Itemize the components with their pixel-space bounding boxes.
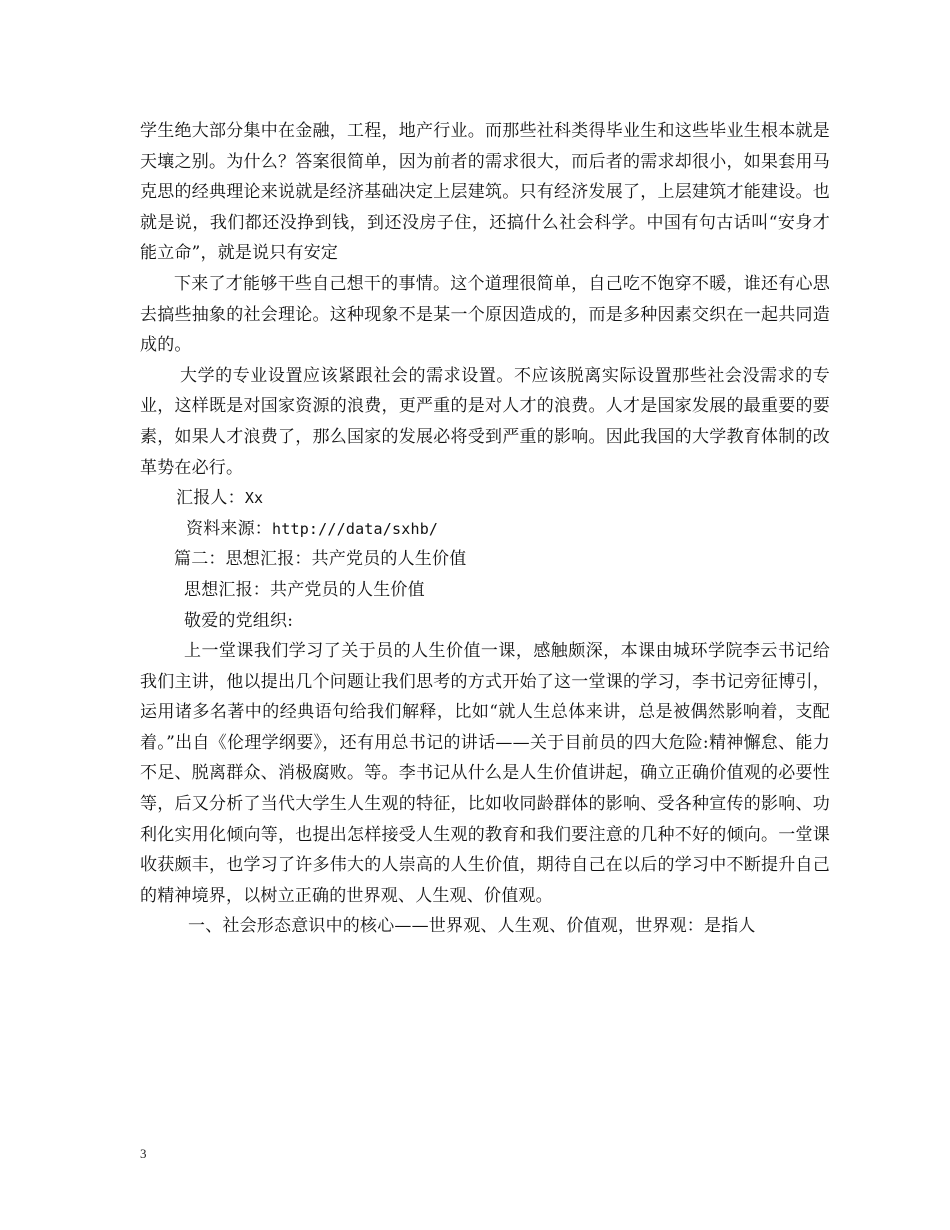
reporter-line [140, 483, 830, 514]
reporter-value: Xx [244, 489, 264, 508]
source-value: http:///data/sxhb/ [272, 519, 439, 538]
last-line: 一、社会形态意识中的核心——世界观、人生观、价值观，世界观：是指人 [188, 916, 756, 937]
paragraph-3: 大学的专业设置应该紧跟社会的需求设置。不应该脱离实际设置那些社会没需求的专业，这样既是对国家资源的浪费，更严重的是对人才的浪费。人才是国家发展的最重要的要素，如果人才浪费了，那么国家的发展必将受到严重的影响。因此我国的大学教育体制的改革势在必行。 [140, 365, 830, 478]
document-body [140, 116, 830, 942]
paragraph-2: 下来了才能够干些自己想干的事情。这个道理很简单，自己吃不饱穿不暖，谁还有心思去搞些抽象的社会理论。这种现象不是某一个原因造成的，而是多种因素交织在一起共同造成的。 [140, 273, 830, 356]
page-number: 3 [140, 1146, 147, 1161]
source-label: 资料来源： [186, 518, 272, 539]
paragraph-1: 学生绝大部分集中在金融，工程，地产行业。而那些社科类得毕业生和这些毕业生根本就是天壤之别。为什么？答案很简单，因为前者的需求很大，而后者的需求却很小，如果套用马克思的经典理论来说就是经济基础决定上层建筑。只有经济发展了，上层建筑才能建设。也就是说，我们都还没挣到钱，到还没房子住，还搞什么社会科学。中国有句古话叫“安身才能立命”，就是说只有安定 [140, 121, 830, 264]
source-line [140, 514, 830, 545]
section-title: 思想汇报：共产党员的人生价值 [184, 579, 425, 600]
body-paragraph: 上一堂课我们学习了关于员的人生价值一课，感触颇深，本课由城环学院李云书记给我们主讲，他以提出几个问题让我们思考的方式开始了这一堂课的学习，李书记旁征博引，运用诸多名著中的经典语句给我们解释，比如“就人生总体来讲，总是被偶然影响着，支配着。”出自《伦理学纲要》，还有用总书记的讲话——关于目前员的四大危险:精神懈怠、能力不足、脱离群众、消极腐败。等。李书记从什么是人生价值讲起，确立正确价值观的必要性等，后又分析了当代大学生人生观的特征，比如收同龄群体的影响、受各种宣传的影响、功利化实用化倾向等，也提出怎样接受人生观的教育和我们要注意的几种不好的倾向。一堂课收获颇丰，也学习了许多伟大的人崇高的人生价值，期待自己在以后的学习中不断提升自己的精神境界，以树立正确的世界观、人生观、价值观。 [140, 641, 830, 906]
section-heading: 篇二：思想汇报：共产党员的人生价值 [174, 549, 467, 570]
salutation: 敬爱的党组织: [184, 610, 294, 631]
reporter-label: 汇报人： [176, 488, 245, 509]
